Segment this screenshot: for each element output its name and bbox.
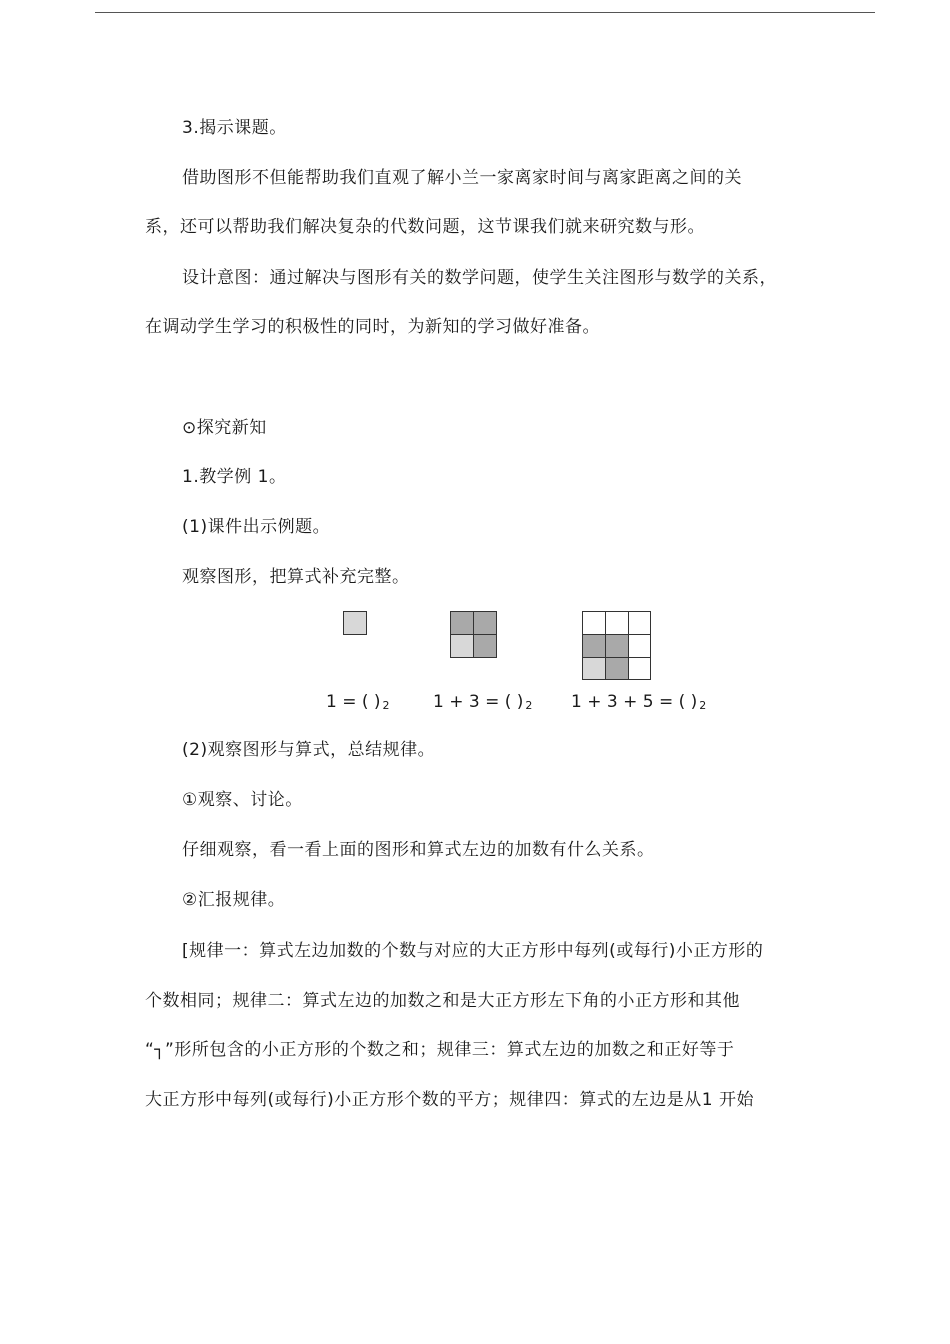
design-intent-line: 在调动学生学习的积极性的同时，为新知的学习做好准备。 — [145, 317, 600, 337]
paragraph-line: 系，还可以帮助我们解决复杂的代数问题，这节课我们就来研究数与形。 — [145, 217, 705, 237]
paragraph-line: 仔细观察，看一看上面的图形和算式左边的加数有什么关系。 — [182, 840, 655, 860]
small-square — [450, 634, 474, 658]
small-square — [473, 634, 497, 658]
rule-paragraph-line: [规律一：算式左边加数的个数与对应的大正方形中每列(或每行)小正方形的 — [182, 941, 764, 961]
step-line: (2)观察图形与算式，总结规律。 — [182, 740, 436, 760]
equation-text: 1 = ( ) — [326, 692, 381, 712]
section-heading: 3.揭示课题。 — [182, 118, 287, 138]
exponent: 2 — [699, 699, 707, 712]
small-square — [628, 657, 651, 680]
small-square — [582, 611, 606, 635]
step-line: ①观察、讨论。 — [182, 790, 303, 810]
small-square — [450, 611, 474, 635]
header-rule — [95, 12, 875, 13]
design-intent-line: 设计意图：通过解决与图形有关的数学问题，使学生关注图形与数学的关系， — [182, 268, 777, 288]
exponent: 2 — [525, 699, 533, 712]
small-square — [473, 611, 497, 635]
equation-text: 1 + 3 + 5 = ( ) — [571, 692, 698, 712]
small-square — [582, 657, 606, 680]
rule-paragraph-line: 个数相同；规律二：算式左边的加数之和是大正方形左下角的小正方形和其他 — [145, 991, 740, 1011]
step-line: (1)课件出示例题。 — [182, 517, 331, 537]
small-square — [582, 634, 606, 658]
equation-3 — [571, 690, 706, 716]
equation-text: 1 + 3 = ( ) — [433, 692, 524, 712]
equation-1 — [326, 690, 390, 716]
equation-2 — [433, 690, 532, 716]
small-square — [605, 611, 629, 635]
small-square — [628, 611, 651, 635]
small-square — [605, 634, 629, 658]
rule-paragraph-line: 大正方形中每列(或每行)小正方形个数的平方；规律四：算式的左边是从1 开始 — [145, 1090, 754, 1110]
step-line: ②汇报规律。 — [182, 890, 286, 910]
exponent: 2 — [382, 699, 390, 712]
paragraph-line: 借助图形不但能帮助我们直观了解小兰一家离家时间与离家距离之间的关 — [182, 168, 742, 188]
small-square — [628, 634, 651, 658]
example-heading: 1.教学例 1。 — [182, 467, 287, 487]
section-heading: ⊙探究新知 — [182, 418, 267, 438]
instruction-line: 观察图形，把算式补充完整。 — [182, 567, 410, 587]
rule-paragraph-line: “┐”形所包含的小正方形的个数之和；规律三：算式左边的加数之和正好等于 — [145, 1040, 735, 1060]
small-square — [605, 657, 629, 680]
small-square — [343, 611, 367, 635]
